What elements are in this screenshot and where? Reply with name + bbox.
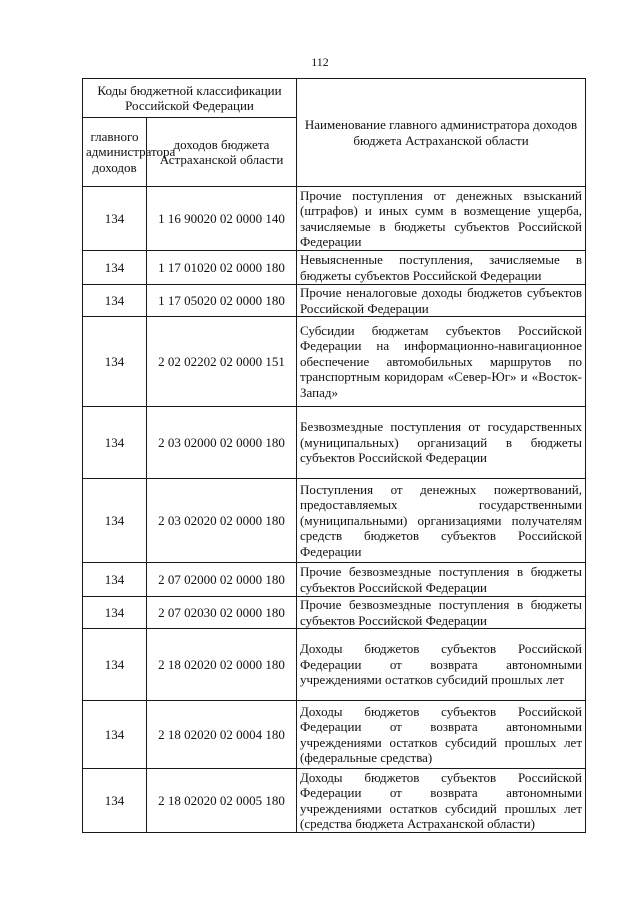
admin-code-cell: 134 — [83, 769, 147, 833]
admin-code-cell: 134 — [83, 251, 147, 285]
admin-code-cell: 134 — [83, 629, 147, 701]
table-row — [83, 769, 586, 833]
income-name-cell: Прочие безвозмездные поступления в бюджеты субъектов Российской Федерации — [297, 597, 586, 629]
income-code-cell: 1 17 05020 02 0000 180 — [147, 285, 297, 317]
income-code-cell: 1 16 90020 02 0000 140 — [147, 187, 297, 251]
table-row — [83, 251, 586, 285]
income-name-cell: Безвозмездные поступления от государственных (муниципальных) организаций в бюджеты субъектов Российской Федерации — [297, 407, 586, 479]
table-row — [83, 187, 586, 251]
header-classification-codes: Коды бюджетной классификации Российской Федерации — [83, 79, 297, 118]
admin-code-cell: 134 — [83, 701, 147, 769]
income-code-cell: 2 03 02000 02 0000 180 — [147, 407, 297, 479]
table-row — [83, 285, 586, 317]
page-number: 112 — [311, 55, 329, 69]
income-name-cell: Прочие поступления от денежных взысканий (штрафов) и иных сумм в возмещение ущерба, зачисляемые в бюджеты субъектов Российской Федерации — [297, 187, 586, 251]
admin-code-cell: 134 — [83, 317, 147, 407]
income-name-cell: Прочие безвозмездные поступления в бюджеты субъектов Российской Федерации — [297, 563, 586, 597]
income-name-cell: Доходы бюджетов субъектов Российской Федерации от возврата автономными учреждениями остатков субсидий прошлых лет (федеральные средства) — [297, 701, 586, 769]
admin-code-cell: 134 — [83, 563, 147, 597]
income-code-cell: 2 07 02030 02 0000 180 — [147, 597, 297, 629]
table-row — [83, 317, 586, 407]
income-code-cell: 2 02 02202 02 0000 151 — [147, 317, 297, 407]
income-name-cell: Невыясненные поступления, зачисляемые в бюджеты субъектов Российской Федерации — [297, 251, 586, 285]
admin-code-cell: 134 — [83, 597, 147, 629]
income-code-cell: 2 18 02020 02 0000 180 — [147, 629, 297, 701]
income-name-cell: Субсидии бюджетам субъектов Российской Федерации на информационно-навигационное обеспечение автомобильных маршрутов по транспортным коридорам «Север-Юг» и «Восток-Запад» — [297, 317, 586, 407]
table-row — [83, 701, 586, 769]
table-row — [83, 407, 586, 479]
header-regional-income: доходов бюджета Астраханской области — [147, 118, 297, 187]
budget-classification-table — [82, 78, 586, 833]
income-code-cell: 1 17 01020 02 0000 180 — [147, 251, 297, 285]
income-name-cell: Прочие неналоговые доходы бюджетов субъектов Российской Федерации — [297, 285, 586, 317]
table-row — [83, 629, 586, 701]
income-code-cell: 2 18 02020 02 0004 180 — [147, 701, 297, 769]
income-name-cell: Доходы бюджетов субъектов Российской Федерации от возврата автономными учреждениями остатков субсидий прошлых лет (средства бюджета Астраханской области) — [297, 769, 586, 833]
table-row — [83, 479, 586, 563]
income-code-cell: 2 07 02000 02 0000 180 — [147, 563, 297, 597]
income-code-cell: 2 03 02020 02 0000 180 — [147, 479, 297, 563]
admin-code-cell: 134 — [83, 407, 147, 479]
table-row — [83, 563, 586, 597]
admin-code-cell: 134 — [83, 187, 147, 251]
income-name-cell: Поступления от денежных пожертвований, предоставляемых государственными (муниципальными) организациями получателям средств бюджетов субъектов Российской Федерации — [297, 479, 586, 563]
income-name-cell: Доходы бюджетов субъектов Российской Федерации от возврата автономными учреждениями остатков субсидий прошлых лет — [297, 629, 586, 701]
admin-code-cell: 134 — [83, 479, 147, 563]
header-administrator-name: Наименование главного администратора доходов бюджета Астраханской области — [297, 79, 586, 187]
header-main-administrator: главного администратора доходов — [83, 118, 147, 187]
admin-code-cell: 134 — [83, 285, 147, 317]
table-row — [83, 597, 586, 629]
income-code-cell: 2 18 02020 02 0005 180 — [147, 769, 297, 833]
